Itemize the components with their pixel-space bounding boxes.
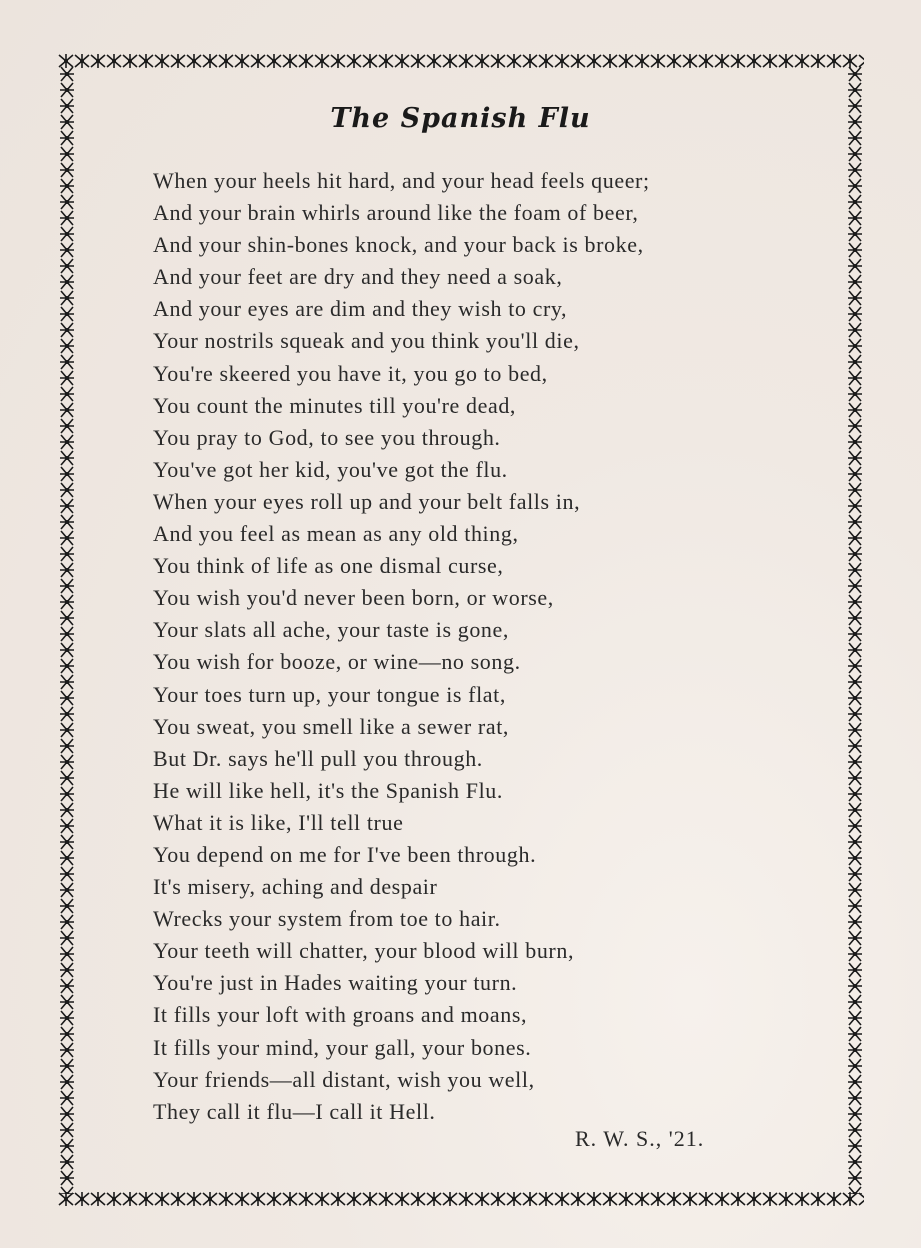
poem-line: What it is like, I'll tell true [153,809,404,835]
poem-line: You're just in Hades waiting your turn. [153,970,518,996]
poem-line: You wish you'd never been born, or worse, [153,585,554,611]
poem-line: When your eyes roll up and your belt falls in, [153,488,581,514]
poem-line: You think of life as one dismal curse, [153,553,504,579]
poem-title: The Spanish Flu [330,103,591,134]
poem-line: You pray to God, to see you through. [153,424,501,450]
poem-line: You're skeered you have it, you go to bed, [153,360,548,386]
poem-line: And your brain whirls around like the foam of beer, [153,200,639,226]
poem-line: And your feet are dry and they need a soak, [153,264,563,290]
poem-line: Your friends—all distant, wish you well, [153,1066,535,1092]
border-right [846,66,864,1194]
poem-line: But Dr. says he'll pull you through. [153,745,483,771]
poem-line: Your nostrils squeak and you think you'll die, [153,328,580,354]
poem-line: You sweat, you smell like a sewer rat, [153,713,510,739]
poem-line: You count the minutes till you're dead, [153,392,517,418]
poem-line: It fills your mind, your gall, your bones. [153,1034,532,1060]
poem-line: They call it flu—I call it Hell. [153,1098,436,1124]
poem-body [153,165,793,1128]
poem-line: You wish for booze, or wine—no song. [153,649,521,675]
poem-line: He will like hell, it's the Spanish Flu. [153,777,504,803]
border-left [58,66,76,1194]
poem-line: You've got her kid, you've got the flu. [153,456,508,482]
poem-line: Your toes turn up, your tongue is flat, [153,681,506,707]
poem-line: It's misery, aching and despair [153,874,438,900]
poem-line: You depend on me for I've been through. [153,841,537,867]
poem-line: Your teeth will chatter, your blood will burn, [153,938,575,964]
poem-line: And your shin-bones knock, and your back is broke, [153,232,644,258]
poem-line: And you feel as mean as any old thing, [153,521,519,547]
border-top [58,52,864,70]
poem-line: Wrecks your system from toe to hair. [153,906,501,932]
border-bottom [58,1190,864,1208]
poem-line: It fills your loft with groans and moans, [153,1002,528,1028]
poem-line: Your slats all ache, your taste is gone, [153,617,509,643]
poem-line: When your heels hit hard, and your head feels queer; [153,168,650,193]
author-signature: R. W. S., '21. [575,1126,705,1151]
poem-line: And your eyes are dim and they wish to cry, [153,296,568,322]
